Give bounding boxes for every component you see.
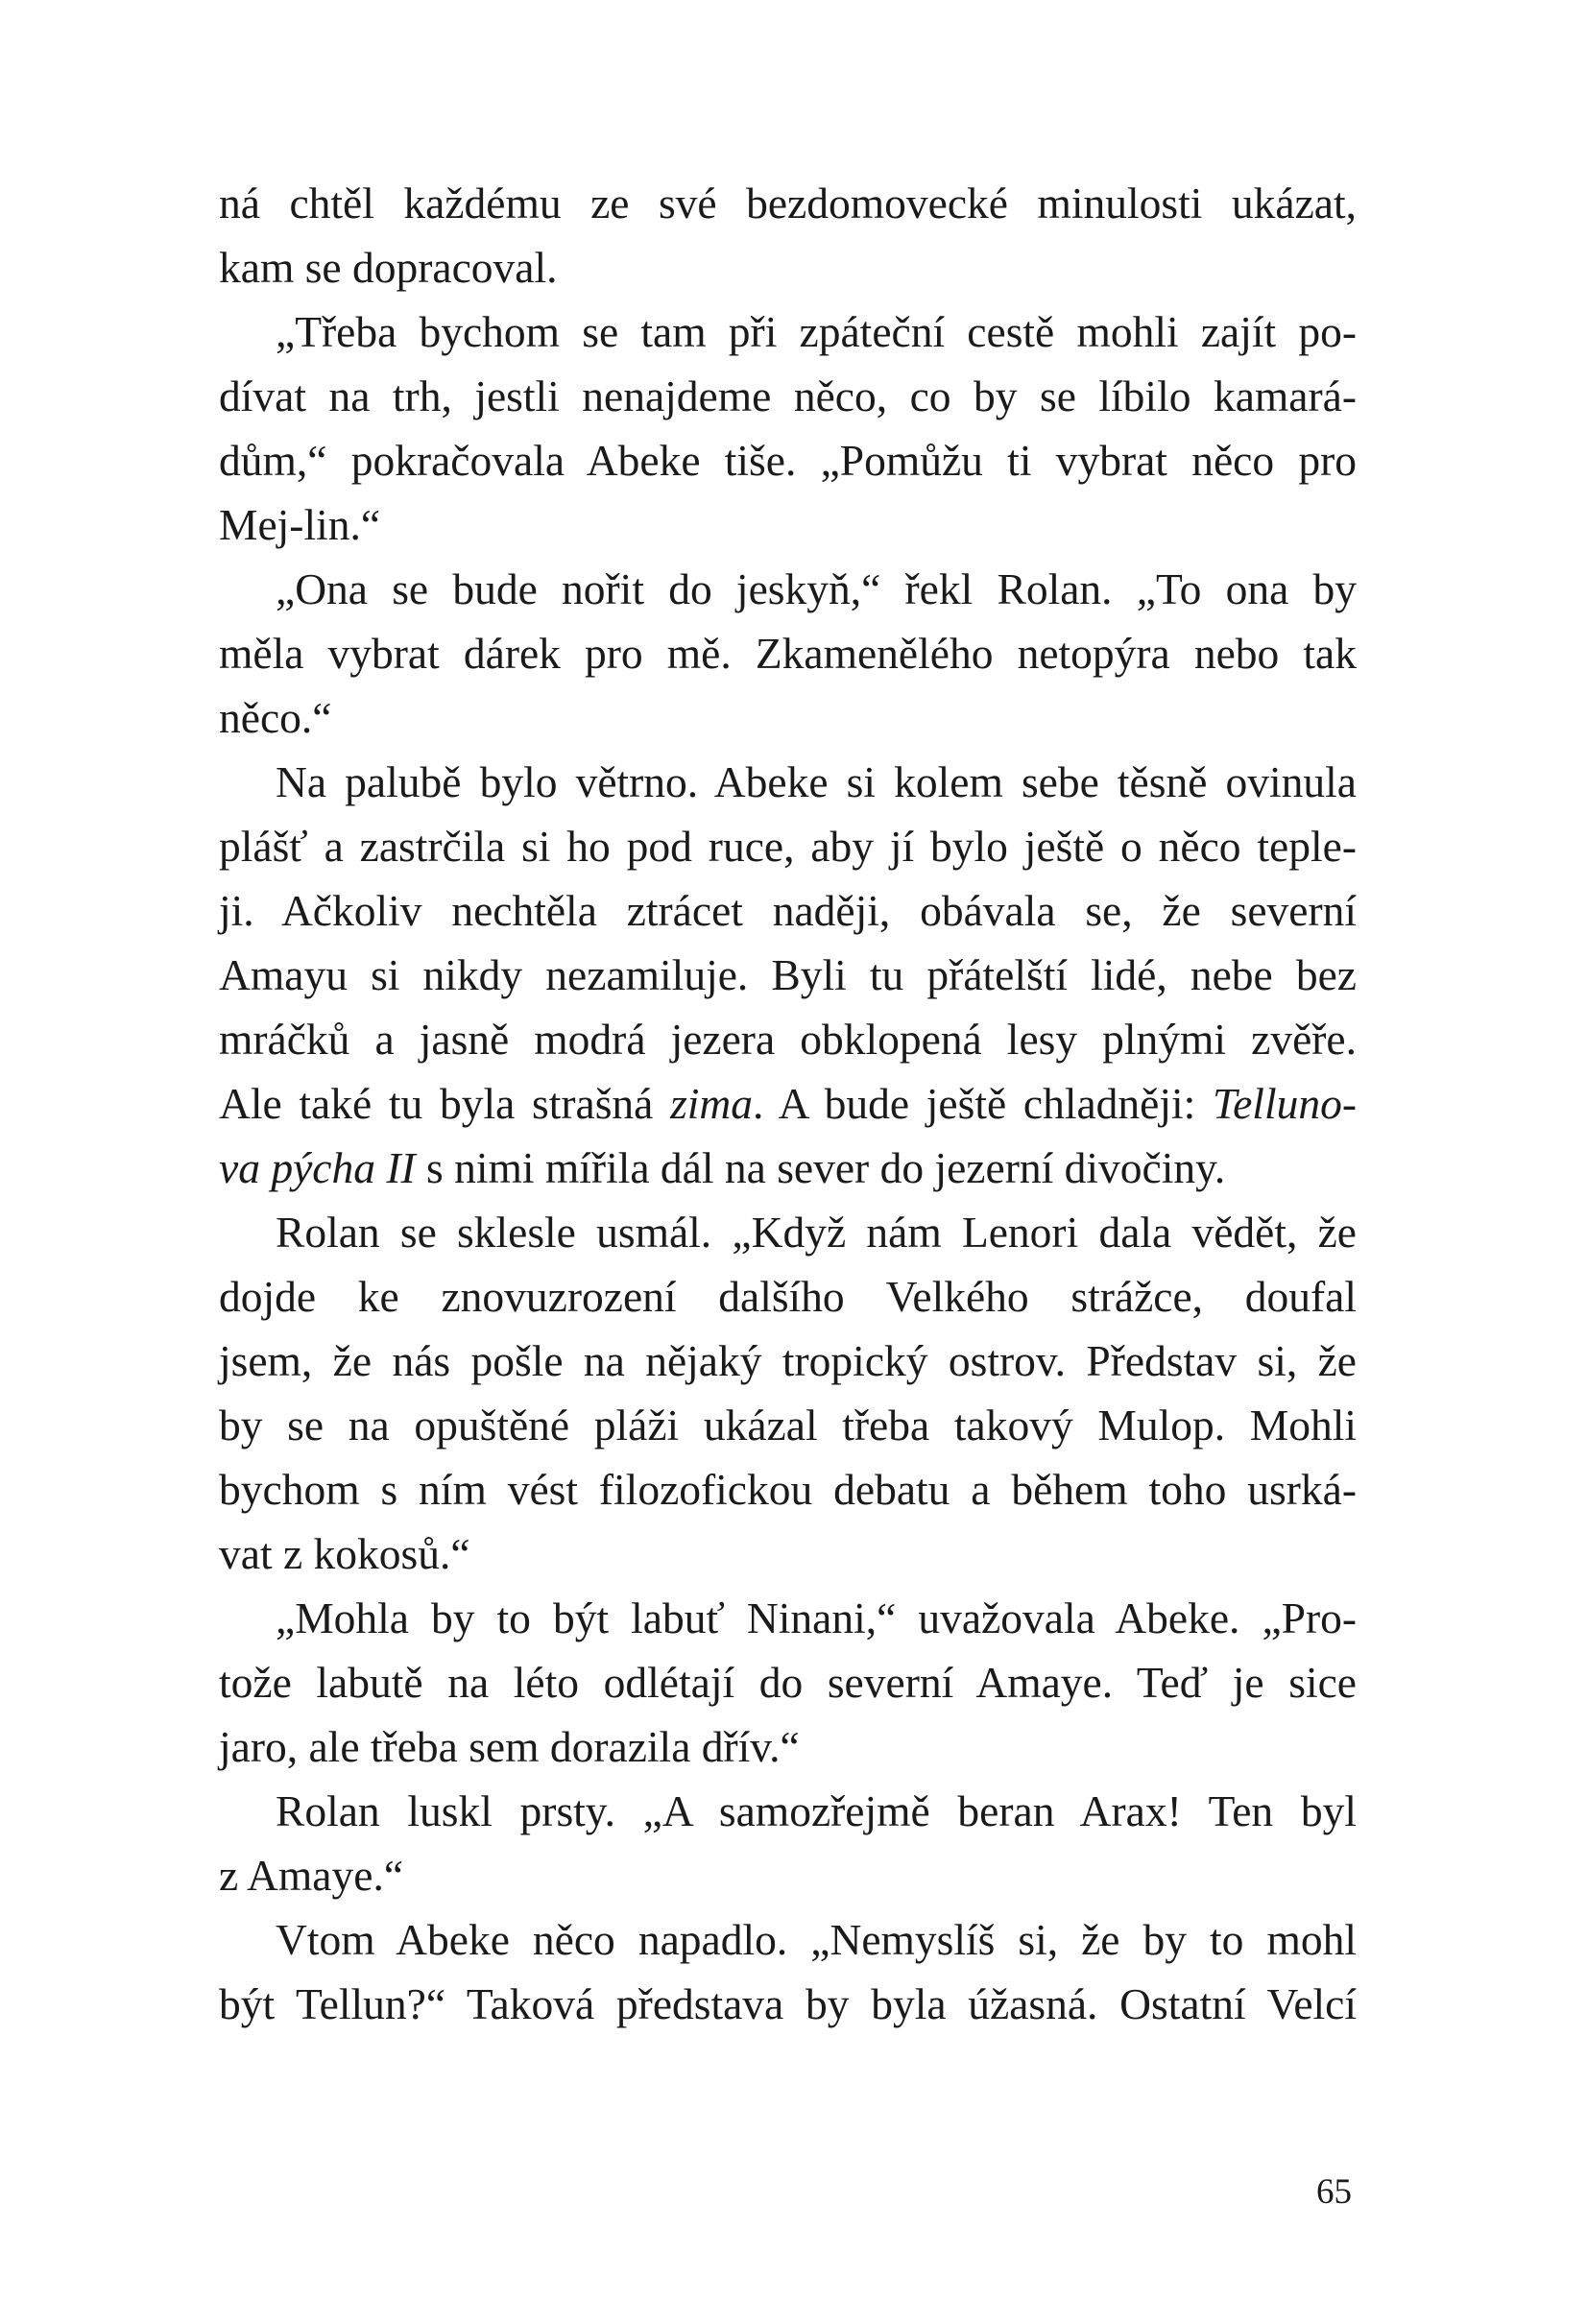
text-run: vat z kokosů.“ <box>219 1529 470 1578</box>
text-run: z Amaye.“ <box>219 1851 404 1900</box>
text-run: Rolan luskl prsty. „A samozřejmě beran Arax! Ten byl <box>276 1786 1357 1835</box>
paragraph <box>219 1200 1357 1586</box>
text-run: bychom s ním vést filozofickou debatu a během toho usrká- <box>219 1465 1357 1514</box>
text-run: „Třeba bychom se tam při zpáteční cestě mohli zajít po- <box>276 307 1357 356</box>
text-run: Mej-lin.“ <box>219 500 381 549</box>
text-line <box>219 1972 1357 2036</box>
text-run: dojde ke znovuzrození dalšího Velkého strážce, doufal <box>219 1272 1357 1321</box>
text-line <box>219 492 1357 557</box>
text-line <box>219 943 1357 1007</box>
paragraph <box>219 299 1357 557</box>
text-line <box>219 1650 1357 1714</box>
text-run: Ale také tu byla strašná <box>219 1079 671 1128</box>
text-line <box>219 299 1357 364</box>
text-run: jsem, že nás pošle na nějaký tropický ostrov. Představ si, že <box>219 1336 1357 1385</box>
text-run: plášť a zastrčila si ho pod ruce, aby jí bylo ještě o něco teple- <box>219 822 1357 871</box>
text-run: Amayu si nikdy nezamiluje. Byli tu přátelští lidé, nebe bez <box>219 950 1357 999</box>
text-line <box>219 878 1357 943</box>
text-run: . A bude ještě chladněji: <box>753 1079 1213 1128</box>
text-line <box>219 1586 1357 1650</box>
text-run: mráčků a jasně modrá jezera obklopená lesy plnými zvěře. <box>219 1015 1357 1064</box>
text-line <box>219 1200 1357 1264</box>
text-run: dům,“ pokračovala Abeke tiše. „Pomůžu ti vybrat něco pro <box>219 436 1357 485</box>
text-line <box>219 364 1357 428</box>
text-line <box>219 1393 1357 1457</box>
italic-text: Telluno- <box>1212 1079 1357 1128</box>
text-run: s nimi mířila dál na sever do jezerní divočiny. <box>415 1143 1226 1192</box>
text-run: by se na opuštěné pláži ukázal třeba takový Mulop. Mohli <box>219 1401 1357 1450</box>
italic-text: zima <box>670 1079 754 1128</box>
page-number: 65 <box>1316 2172 1352 2212</box>
text-run: Rolan se sklesle usmál. „Když nám Lenori dala vědět, že <box>276 1208 1357 1257</box>
paragraph <box>219 1779 1357 1907</box>
text-run: dívat na trh, jestli nenajdeme něco, co by se líbilo kamará- <box>219 371 1357 420</box>
text-line <box>219 1521 1357 1586</box>
text-line <box>219 1264 1357 1329</box>
paragraph <box>219 171 1357 299</box>
text-line <box>219 814 1357 878</box>
text-run: Na palubě bylo větrno. Abeke si kolem sebe těsně ovinula <box>276 757 1357 806</box>
text-line <box>219 1779 1357 1843</box>
text-run: „Mohla by to být labuť Ninani,“ uvažovala Abeke. „Pro- <box>276 1593 1357 1642</box>
text-run: něco.“ <box>219 693 332 742</box>
paragraph <box>219 1907 1357 2036</box>
text-run: ji. Ačkoliv nechtěla ztrácet naději, obávala se, že severní <box>219 886 1357 935</box>
text-run: měla vybrat dárek pro mě. Zkamenělého netopýra nebo tak <box>219 629 1357 678</box>
text-run: ná chtěl každému ze své bezdomovecké minulosti ukázat, <box>219 179 1357 228</box>
text-run: jaro, ale třeba sem dorazila dřív.“ <box>219 1722 800 1771</box>
paragraph <box>219 750 1357 1200</box>
text-line <box>219 557 1357 621</box>
paragraph <box>219 1586 1357 1779</box>
paragraph <box>219 557 1357 750</box>
text-line <box>219 1714 1357 1779</box>
text-line <box>219 750 1357 814</box>
text-line <box>219 1136 1357 1200</box>
text-line <box>219 1071 1357 1136</box>
text-run: tože labutě na léto odlétají do severní Amaye. Teď je sice <box>219 1658 1357 1707</box>
text-line <box>219 235 1357 299</box>
text-line <box>219 171 1357 235</box>
italic-text: va pýcha II <box>219 1143 416 1192</box>
text-line <box>219 428 1357 492</box>
text-line <box>219 1457 1357 1521</box>
text-line <box>219 685 1357 750</box>
text-run: kam se dopracoval. <box>219 243 558 292</box>
text-line <box>219 621 1357 685</box>
text-run: „Ona se bude nořit do jeskyň,“ řekl Rolan. „To ona by <box>276 564 1357 613</box>
text-line <box>219 1329 1357 1393</box>
text-run: být Tellun?“ Taková představa by byla úžasná. Ostatní Velcí <box>219 1979 1357 2028</box>
text-line <box>219 1907 1357 1972</box>
text-line <box>219 1843 1357 1907</box>
body-text <box>219 171 1357 2036</box>
text-run: Vtom Abeke něco napadlo. „Nemyslíš si, že by to mohl <box>276 1915 1357 1964</box>
text-line <box>219 1007 1357 1071</box>
